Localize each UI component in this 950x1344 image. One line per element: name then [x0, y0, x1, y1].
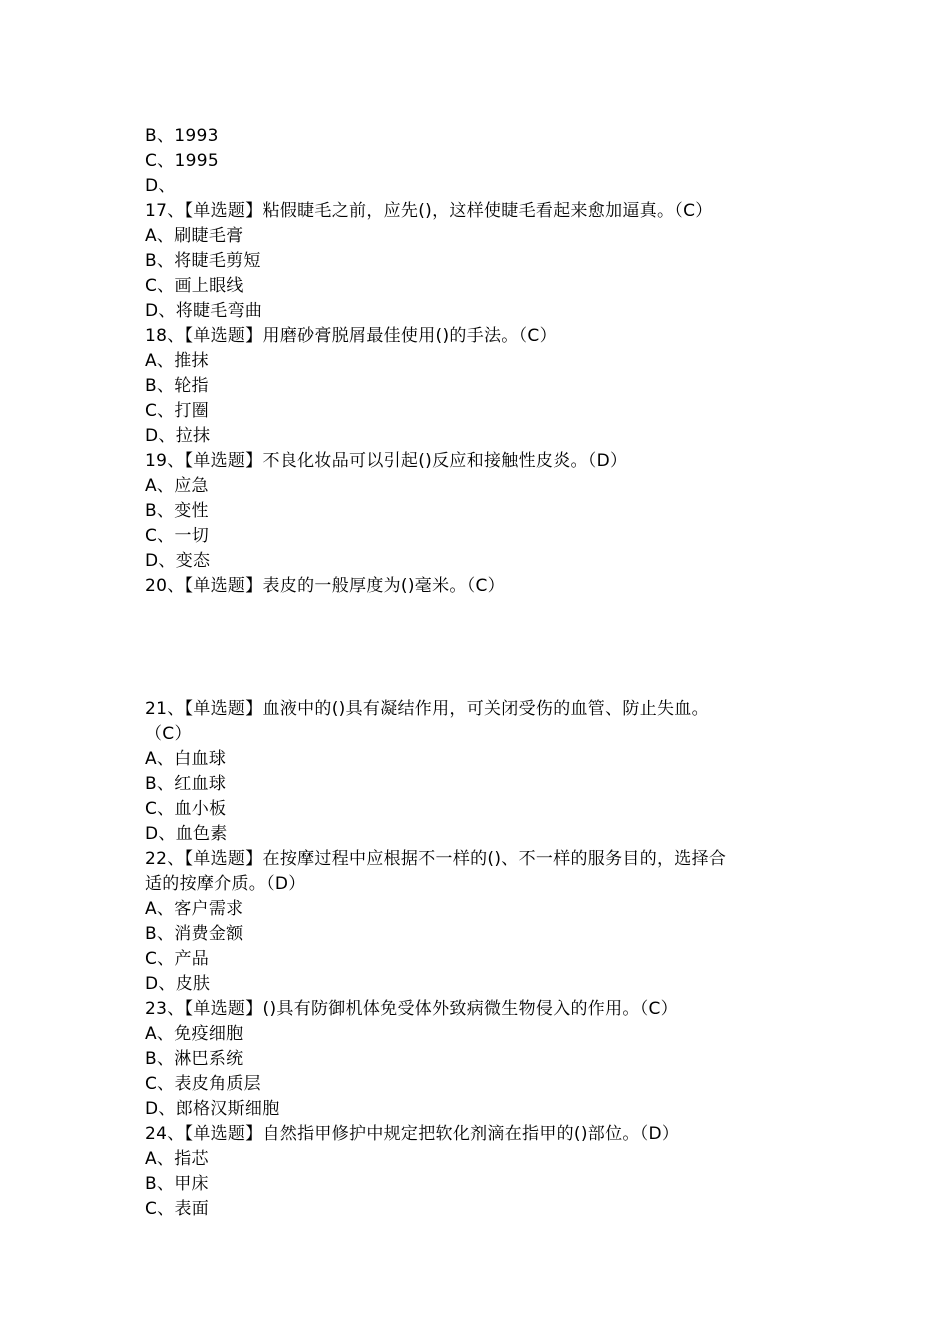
option-b-1993: B、1993	[145, 126, 219, 146]
question-21-line-2: （C）	[145, 724, 192, 744]
q17-option-a: A、刷睫毛膏	[145, 226, 244, 246]
question-17: 17、【单选题】粘假睫毛之前，应先()，这样使睫毛看起来愈加逼真。（C）	[145, 201, 713, 221]
q17-option-c: C、画上眼线	[145, 276, 244, 296]
q18-option-b: B、轮指	[145, 376, 209, 396]
q17-option-d: D、将睫毛弯曲	[145, 301, 263, 321]
q19-option-a: A、应急	[145, 476, 209, 496]
question-24: 24、【单选题】自然指甲修护中规定把软化剂滴在指甲的()部位。（D）	[145, 1124, 680, 1144]
q19-option-c: C、一切	[145, 526, 210, 546]
q23-option-c: C、表皮角质层	[145, 1074, 261, 1094]
q21-option-c: C、血小板	[145, 799, 227, 819]
q24-option-b: B、甲床	[145, 1174, 209, 1194]
question-18: 18、【单选题】用磨砂膏脱屑最佳使用()的手法。（C）	[145, 326, 557, 346]
q17-option-b: B、将睫毛剪短	[145, 251, 261, 271]
q22-option-b: B、消费金额	[145, 924, 244, 944]
q21-option-a: A、白血球	[145, 749, 227, 769]
q23-option-a: A、免疫细胞	[145, 1024, 244, 1044]
q18-option-d: D、拉抹	[145, 426, 211, 446]
q21-option-d: D、血色素	[145, 824, 228, 844]
question-block-bottom	[145, 697, 815, 1222]
q22-option-a: A、客户需求	[145, 899, 244, 919]
question-21-line-1: 21、【单选题】血液中的()具有凝结作用，可关闭受伤的血管、防止失血。	[145, 699, 709, 719]
q23-option-d: D、郎格汉斯细胞	[145, 1099, 280, 1119]
question-23: 23、【单选题】()具有防御机体免受体外致病微生物侵入的作用。（C）	[145, 999, 678, 1019]
q19-option-b: B、变性	[145, 501, 209, 521]
q24-option-a: A、指芯	[145, 1149, 209, 1169]
q19-option-d: D、变态	[145, 551, 211, 571]
q22-option-d: D、皮肤	[145, 974, 211, 994]
q21-option-b: B、红血球	[145, 774, 227, 794]
question-20: 20、【单选题】表皮的一般厚度为()毫米。（C）	[145, 576, 505, 596]
question-22-line-1: 22、【单选题】在按摩过程中应根据不一样的()、不一样的服务目的，选择合	[145, 849, 727, 869]
q24-option-c: C、表面	[145, 1199, 210, 1219]
q23-option-b: B、淋巴系统	[145, 1049, 244, 1069]
q18-option-c: C、打圈	[145, 401, 210, 421]
question-block-top	[145, 124, 815, 599]
q18-option-a: A、推抹	[145, 351, 209, 371]
q22-option-c: C、产品	[145, 949, 210, 969]
option-c-1995: C、1995	[145, 151, 219, 171]
option-d-empty: D、	[145, 176, 176, 196]
question-22-line-2: 适的按摩介质。（D）	[145, 874, 306, 894]
question-19: 19、【单选题】不良化妆品可以引起()反应和接触性皮炎。（D）	[145, 451, 628, 471]
